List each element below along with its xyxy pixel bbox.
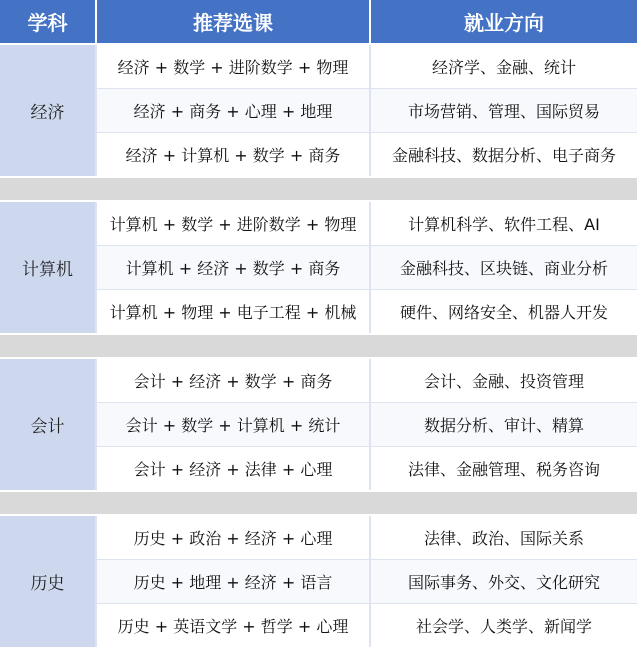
group-separator: [0, 492, 637, 514]
subject-cell: 历史: [0, 516, 95, 647]
subject-cell: 会计: [0, 359, 95, 490]
career-cell: 法律、政治、国际关系: [371, 516, 637, 559]
career-cell: 市场营销、管理、国际贸易: [371, 89, 637, 132]
courses-cell: 计算机 + 经济 + 数学 + 商务: [97, 246, 369, 289]
column-divider: [95, 202, 97, 333]
group-separator: [0, 335, 637, 357]
column-divider: [369, 516, 371, 647]
header-courses: 推荐选课: [97, 0, 369, 43]
courses-cell: 历史 + 政治 + 经济 + 心理: [97, 516, 369, 559]
courses-cell: 历史 + 英语文学 + 哲学 + 心理: [97, 604, 369, 647]
career-cell: 金融科技、数据分析、电子商务: [371, 133, 637, 176]
header-career: 就业方向: [371, 0, 637, 43]
courses-cell: 历史 + 地理 + 经济 + 语言: [97, 560, 369, 603]
courses-cell: 会计 + 经济 + 数学 + 商务: [97, 359, 369, 402]
subject-cell: 计算机: [0, 202, 95, 333]
career-cell: 硬件、网络安全、机器人开发: [371, 290, 637, 333]
header-row: [0, 0, 637, 43]
courses-cell: 经济 + 商务 + 心理 + 地理: [97, 89, 369, 132]
column-divider: [95, 516, 97, 647]
career-cell: 法律、金融管理、税务咨询: [371, 447, 637, 490]
courses-cell: 会计 + 数学 + 计算机 + 统计: [97, 403, 369, 446]
courses-cell: 会计 + 经济 + 法律 + 心理: [97, 447, 369, 490]
courses-cell: 经济 + 数学 + 进阶数学 + 物理: [97, 45, 369, 88]
courses-cell: 经济 + 计算机 + 数学 + 商务: [97, 133, 369, 176]
column-divider: [369, 202, 371, 333]
column-divider: [95, 359, 97, 490]
column-divider: [95, 45, 97, 176]
column-divider: [369, 45, 371, 176]
career-cell: 数据分析、审计、精算: [371, 403, 637, 446]
career-cell: 社会学、人类学、新闻学: [371, 604, 637, 647]
header-subject: 学科: [0, 0, 95, 43]
courses-cell: 计算机 + 数学 + 进阶数学 + 物理: [97, 202, 369, 245]
career-cell: 国际事务、外交、文化研究: [371, 560, 637, 603]
career-cell: 计算机科学、软件工程、AI: [371, 202, 637, 245]
subject-cell: 经济: [0, 45, 95, 176]
career-cell: 金融科技、区块链、商业分析: [371, 246, 637, 289]
career-cell: 经济学、金融、统计: [371, 45, 637, 88]
column-divider: [369, 359, 371, 490]
career-cell: 会计、金融、投资管理: [371, 359, 637, 402]
group-separator: [0, 178, 637, 200]
courses-cell: 计算机 + 物理 + 电子工程 + 机械: [97, 290, 369, 333]
